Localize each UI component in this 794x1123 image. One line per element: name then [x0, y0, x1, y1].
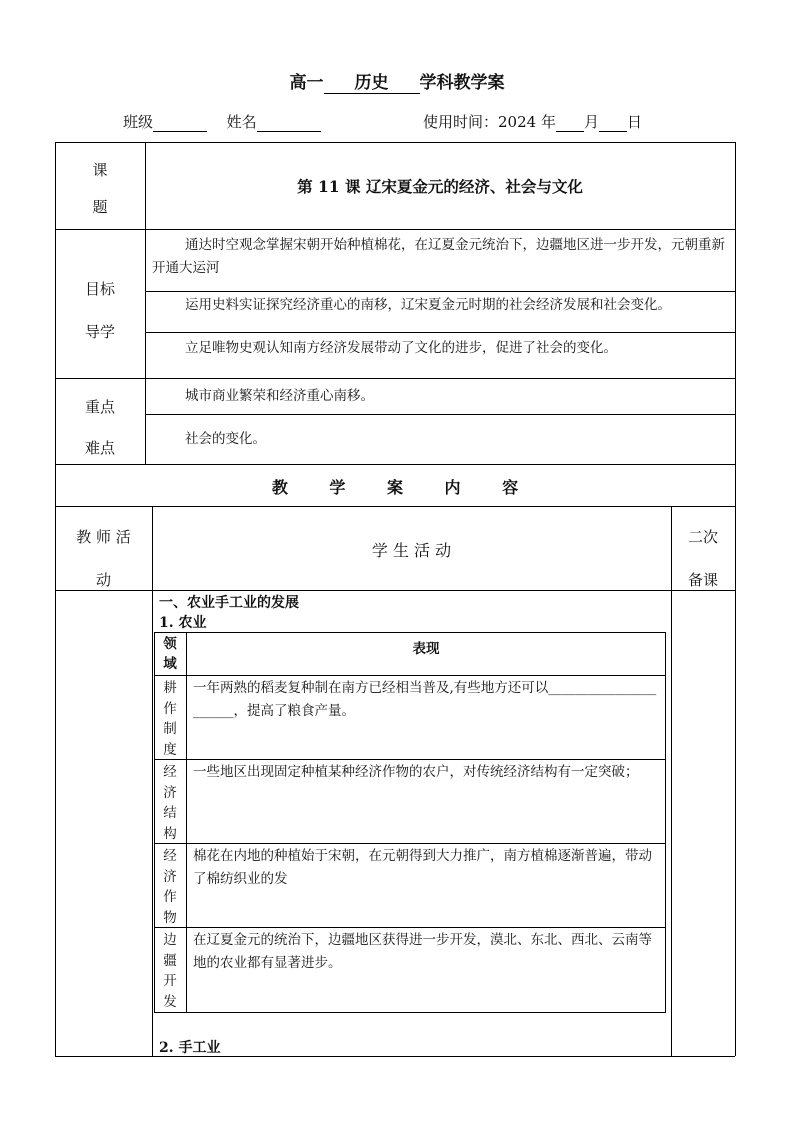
goals-label: [55, 268, 145, 354]
keypoints-label: [55, 387, 145, 469]
page-title: [0, 68, 794, 94]
subject-text: 历史: [354, 73, 389, 93]
goals-label-line1: 目标: [84, 280, 115, 298]
lesson-title: 第 11 课 辽宋夏金元的经济、社会与文化: [297, 177, 583, 196]
row-text: 一年两熟的稻麦复种制在南方已经相当普及,有些地方还可以______________________，提高了粮食产量。: [193, 680, 657, 719]
class-name-row: [123, 111, 321, 132]
name-blank: [257, 113, 321, 132]
second-prep-header: [671, 516, 735, 602]
teacher-activity-header: [55, 516, 152, 602]
agriculture-heading: 1. 农业: [159, 615, 207, 631]
topic-label: [55, 152, 145, 226]
section-heading: 一、农业手工业的发展: [159, 595, 299, 611]
keypoints-label-line1: 重点: [84, 398, 115, 416]
goals-label-line2: 导学: [84, 323, 115, 341]
goal-item-2: 运用史料实证探究经济重心的南移，辽宋夏金元时期的社会经济发展和社会变化。: [185, 297, 671, 313]
row-text: 棉花在内地的种植始于宋朝，在元朝得到大力推广，南方植棉逐渐普遍，带动了棉纺织业的发: [193, 848, 652, 887]
class-label: 班级: [123, 113, 154, 131]
title-suffix: 学科教学案: [419, 73, 505, 93]
day-label: 日: [626, 113, 642, 131]
handicraft-heading: 2. 手工业: [159, 1040, 221, 1056]
keypoints-label-line2: 难点: [84, 439, 115, 457]
agri-col-performance: 表现: [412, 641, 440, 657]
class-blank: [153, 113, 207, 132]
second-prep-line1: 二次: [687, 528, 718, 546]
agri-col-field: 领域: [163, 636, 177, 672]
goal-item-1: 通达时空观念掌握宋朝开始种植棉花，在辽夏金元统治下，边疆地区进一步开发，元朝重新开通大运河: [152, 237, 725, 276]
row-text: 在辽夏金元的统治下，边疆地区获得进一步开发，漠北、东北、西北、云南等地的农业都有显著进步。: [193, 932, 652, 971]
student-activity-header: 学 生 活 动: [371, 541, 452, 560]
day-blank: [599, 113, 627, 132]
difficulty-text: 社会的变化。: [185, 431, 266, 447]
topic-label-line2: 题: [92, 198, 108, 216]
month-label: 月: [583, 113, 599, 131]
date-row: [423, 111, 642, 132]
goal-item-3: 立足唯物史观认知南方经济发展带动了文化的进步，促进了社会的变化。: [185, 340, 617, 356]
teacher-header-line1: 教 师 活: [76, 528, 131, 546]
content-header: 教 学 案 内 容: [271, 478, 519, 497]
grade-text: 高一: [289, 73, 324, 93]
row-text: 一些地区出现固定种植某种经济作物的农户，对传统经济结构有一定突破；: [193, 764, 639, 780]
topic-label-line1: 课: [92, 161, 108, 179]
teacher-header-line2: 动: [95, 571, 111, 589]
subject-field: [324, 68, 420, 94]
row-field: 边疆开发: [163, 932, 177, 1010]
second-prep-line2: 备课: [687, 571, 718, 589]
key-point-text: 城市商业繁荣和经济重心南移。: [185, 388, 374, 404]
time-label: 使用时间：2024 年: [423, 113, 556, 131]
row-field: 耕作制度: [163, 680, 177, 758]
name-label: 姓名: [226, 113, 257, 131]
month-blank: [556, 113, 584, 132]
row-field: 经济作物: [163, 848, 177, 926]
row-field: 经济结构: [163, 764, 177, 842]
